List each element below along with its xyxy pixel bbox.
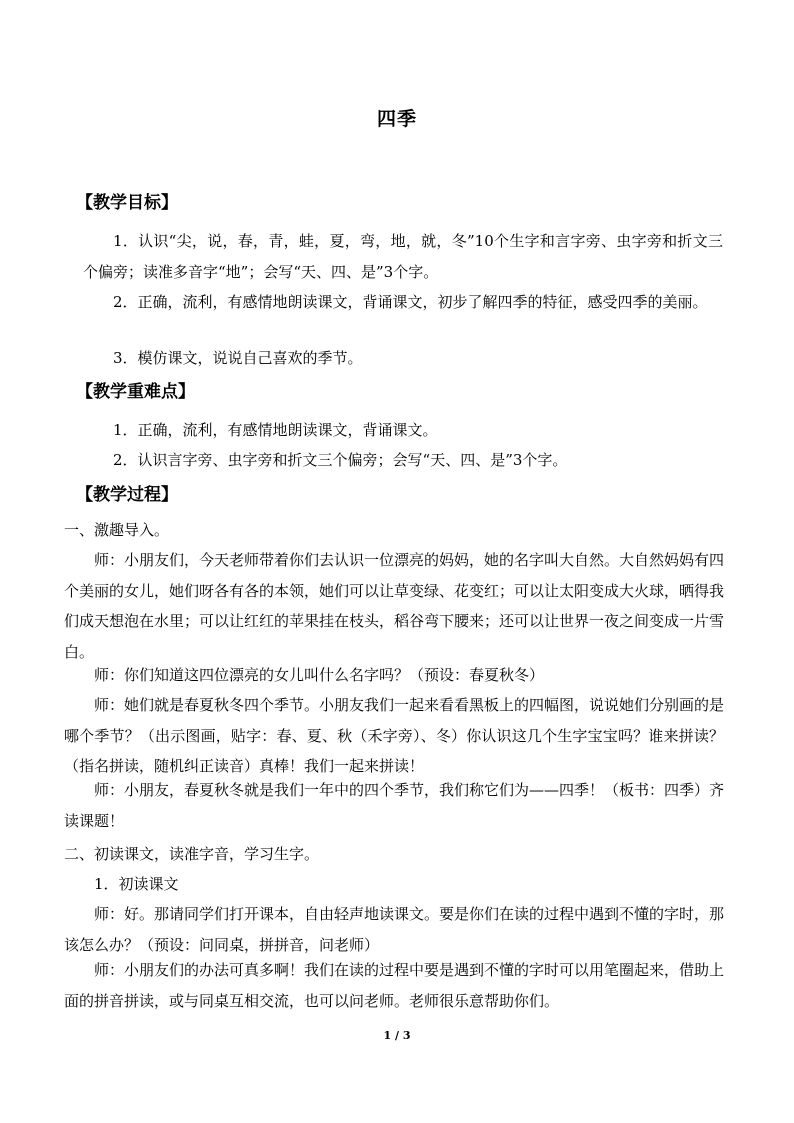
step-1-paragraph-4: 师：小朋友，春夏秋冬就是我们一年中的四个季节，我们称它们为——四季！（板书：四季）齐读课题！ <box>64 781 725 830</box>
step-2-paragraph-2: 师：小朋友们的办法可真多啊！我们在读的过程中要是遇到不懂的字时可以用笔圈起来，借助上面的拼音拼读，或与同桌互相交流，也可以问老师。老师很乐意帮助你们。 <box>64 961 725 1010</box>
page-number: 1 / 3 <box>383 1029 411 1042</box>
step-1-paragraph-3: 师：她们就是春夏秋冬四个季节。小朋友我们一起来看看黑板上的四幅图，说说她们分别画的是哪个季节？（出示图画，贴字：春、夏、秋（禾字旁）、冬）你认识这几个生字宝宝吗？谁来拼读？（指名拼读，随机纠正读音）真棒！我们一起来拼读！ <box>64 696 725 775</box>
goal-item-3: 3．模仿课文，说说自己喜欢的季节。 <box>113 349 363 367</box>
goal-item-2: 2．正确，流利，有感情地朗读课文，背诵课文，初步了解四季的特征，感受四季的美丽。 <box>113 293 708 311</box>
step-1-paragraph-1: 师：小朋友们，今天老师带着你们去认识一位漂亮的妈妈，她的名字叫大自然。大自然妈妈有四个美丽的女儿，她们呀各有各的本领，她们可以让草变绿、花变红；可以让太阳变成大火球，晒得我们成天想泡在水里；可以让红红的苹果挂在枝头，稻谷弯下腰来；还可以让世界一夜之间变成一片雪白。 <box>64 551 725 661</box>
heading-teaching-goals: 【教学目标】 <box>76 193 178 213</box>
step-2-paragraph-1: 师：好。那请同学们打开课本，自由轻声地读课文。要是你们在读的过程中遇到不懂的字时，那该怎么办？（预设：问同桌，拼拼音，问老师） <box>64 905 725 954</box>
page-title: 四季 <box>376 108 417 130</box>
heading-key-points: 【教学重难点】 <box>76 382 195 402</box>
step-2-subtitle: 1．初读课文 <box>94 875 179 893</box>
step-1-paragraph-2: 师：你们知道这四位漂亮的女儿叫什么名字吗？（预设：春夏秋冬） <box>94 666 545 684</box>
key-point-1: 1．正确，流利，有感情地朗读课文，背诵课文。 <box>113 421 438 439</box>
step-2-title: 二、初读课文，读准字音，学习生字。 <box>64 845 320 863</box>
goal-item-1: 1．认识“尖，说，春，青，蛙，夏，弯，地，就，冬”10个生字和言字旁、虫字旁和折文三个偏旁；读准多音字“地”；会写“天、四、是”3个字。 <box>83 232 723 281</box>
step-1-title: 一、激趣导入。 <box>64 521 170 539</box>
heading-teaching-process: 【教学过程】 <box>76 485 178 505</box>
key-point-2: 2．认识言字旁、虫字旁和折文三个偏旁；会写“天、四、是”3个字。 <box>113 451 568 469</box>
